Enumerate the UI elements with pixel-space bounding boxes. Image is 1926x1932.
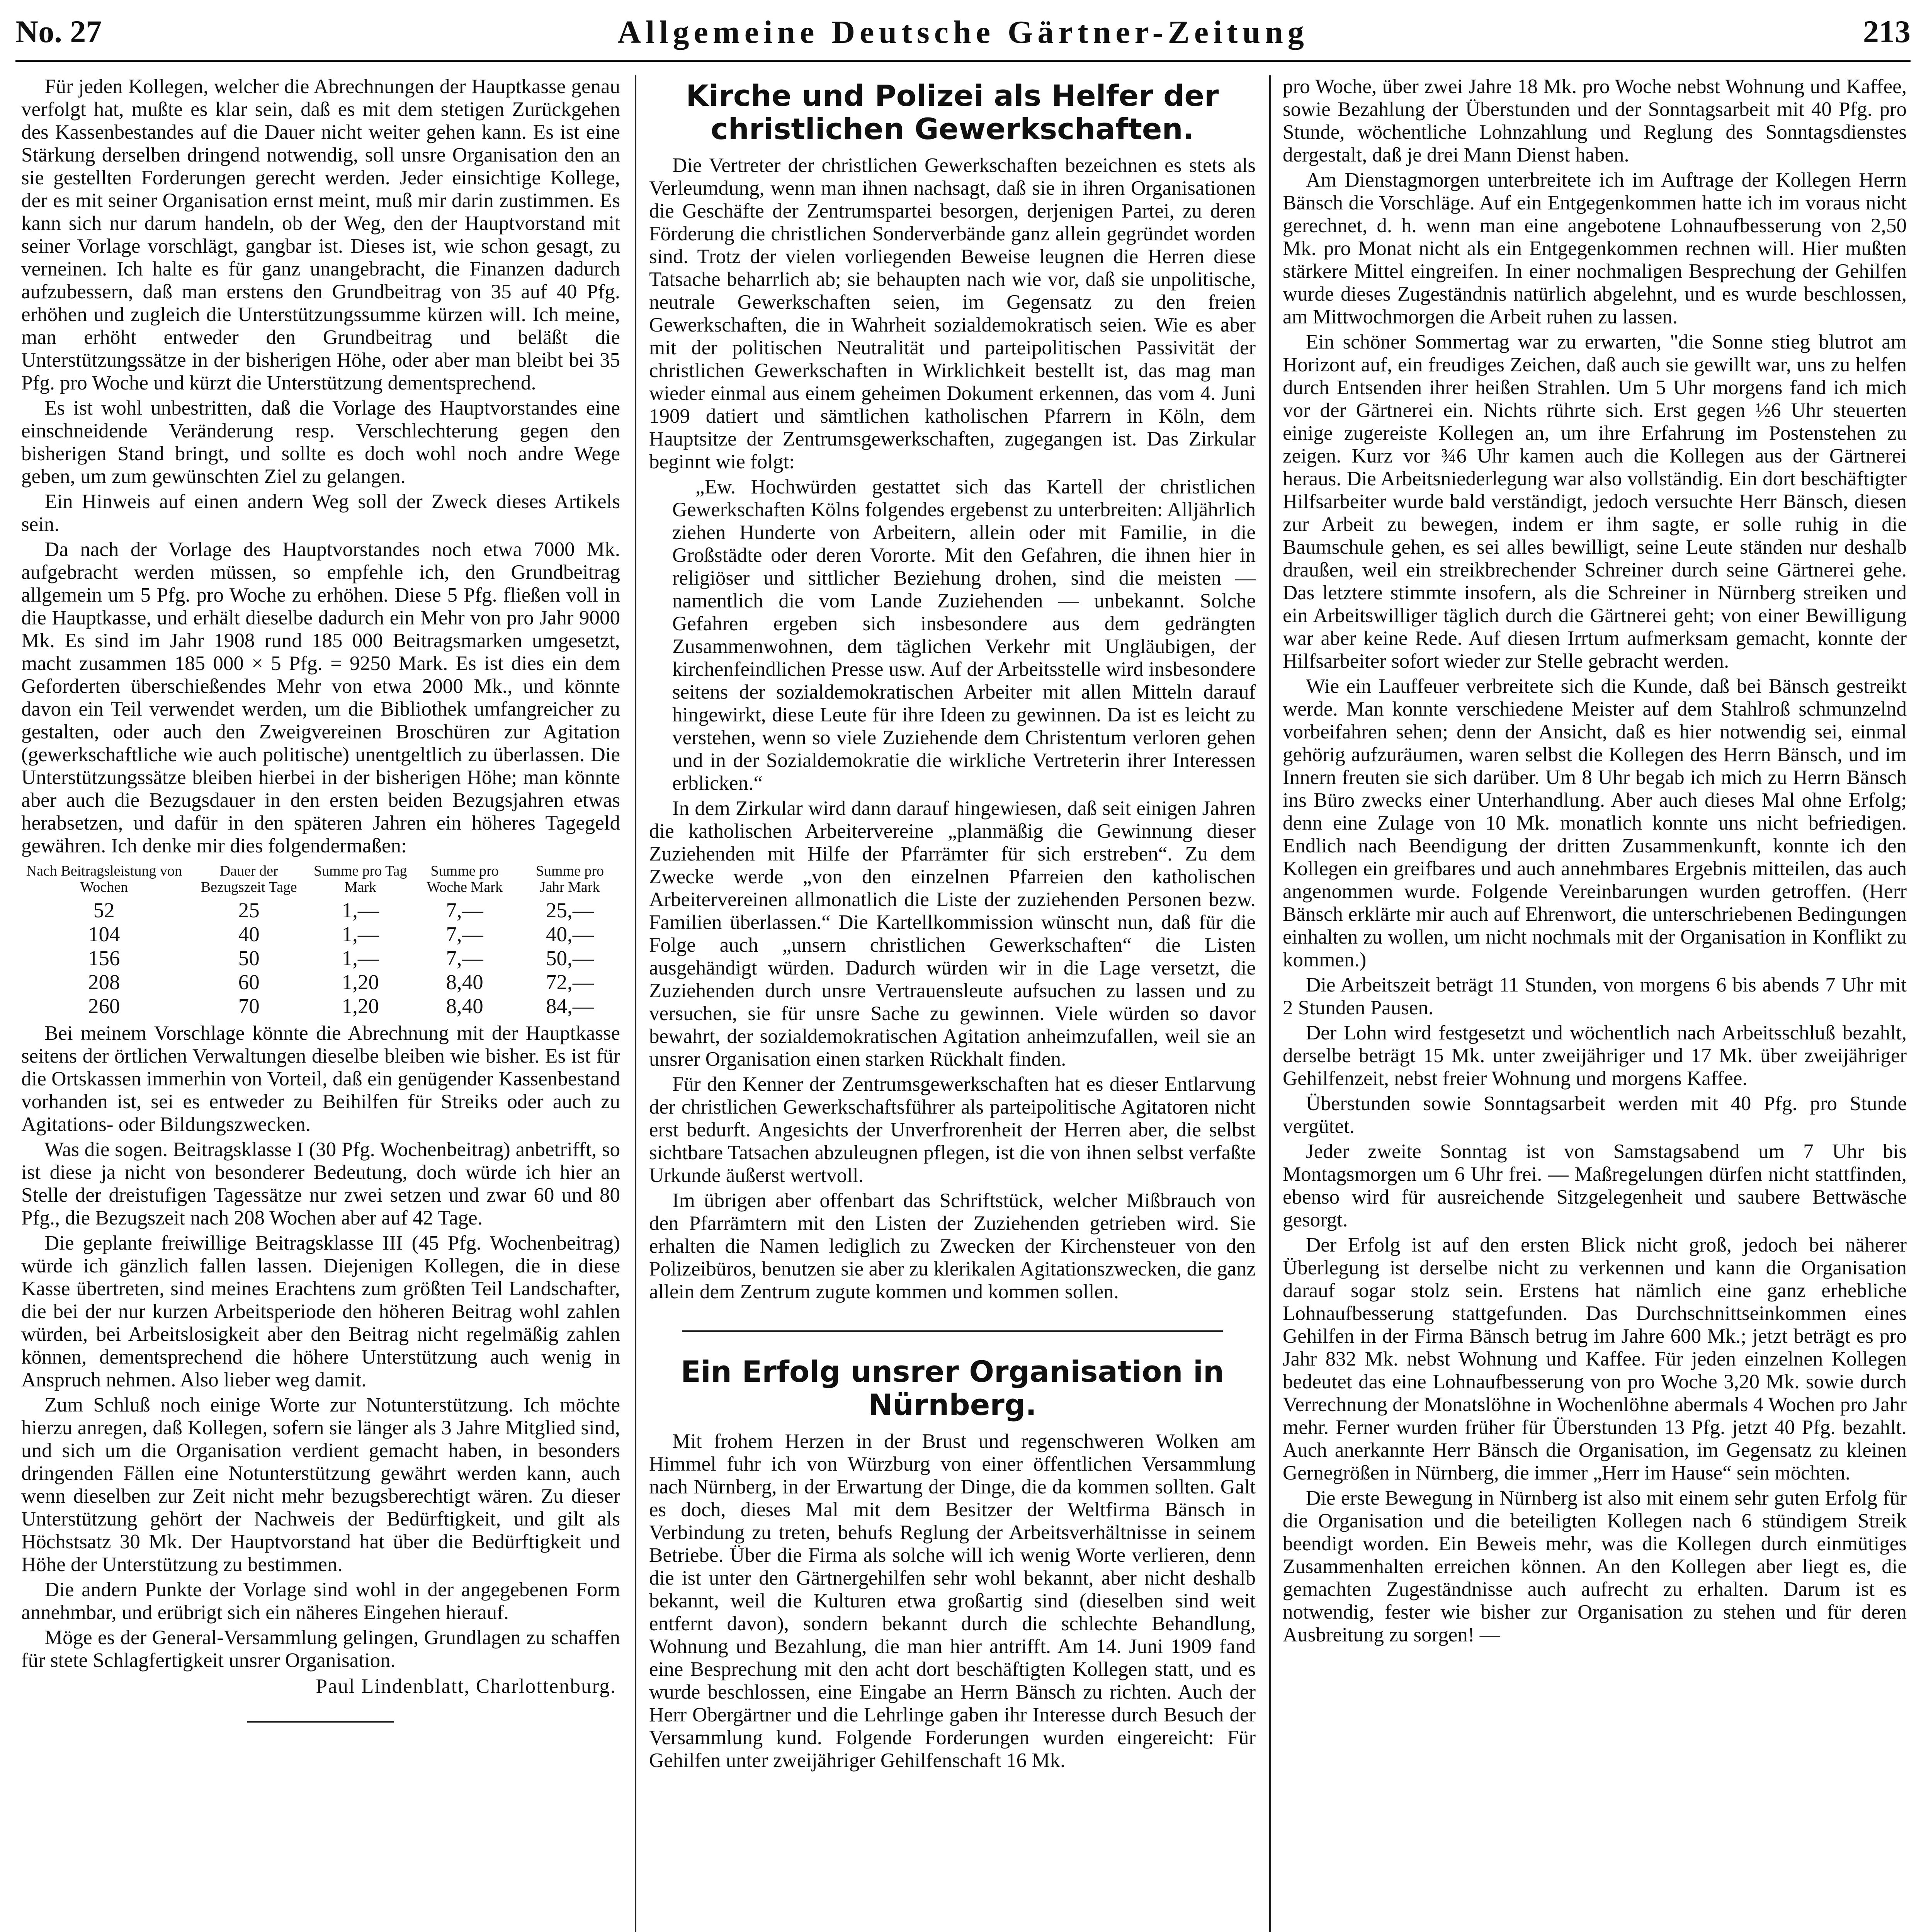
- paragraph: Die Arbeitszeit beträgt 11 Stunden, von morgens 6 bis abends 7 Uhr mit 2 Stunden Pausen.: [1283, 974, 1907, 1019]
- end-rule: [247, 1721, 394, 1723]
- column-divider: [635, 75, 636, 1932]
- table-header: Summe pro Jahr Mark: [535, 863, 604, 895]
- table-cell: 52: [93, 898, 115, 922]
- newspaper-title: Allgemeine Deutsche Gärtner-Zeitung: [617, 14, 1309, 50]
- table-row: [21, 994, 620, 1018]
- table-cell: 50,—: [546, 946, 594, 970]
- table-cell: 1,—: [342, 922, 379, 946]
- table-header: Nach Beitragsleistung von Wochen: [26, 863, 182, 895]
- quotation: „Ew. Hochwürden gestattet sich das Kartell der christlichen Gewerkschaften Kölns folgendes ergebenst zu unterbreiten: Alljährlich ziehen Hunderte von Arbeitern, allein oder mit Familie, in die Großstädte oder deren Vororte. Mit den Gefahren, die ihnen hier in religiöser und sittlicher Beziehung drohen, sind die meisten — namentlich die vom Lande Zuziehenden — unbekannt. Solche Gefahren ergeben sich insbesondere aus dem gedrängten Zusammenwohnen, dem täglichen Verkehr mit Ungläubigen, der kirchenfeindlichen Presse usw. Auf der Arbeitsstelle wird insbesondere seitens der sozialdemokratischen Arbeiter mit allen Mitteln darauf hingewirkt, diese Leute für ihre Ideen zu gewinnen. Da ist es leicht zu verstehen, wenn so viele Zuziehende dem Christentum verloren gehen und in der Sozialdemokratie die wirkliche Vertreterin ihrer Interessen erblicken.“: [672, 476, 1256, 794]
- table-cell: 7,—: [446, 898, 483, 922]
- table-cell: 84,—: [546, 994, 594, 1018]
- paragraph: Die Vertreter der christlichen Gewerkschaften bezeichnen es stets als Verleumdung, wenn man ihnen nachsagt, daß sie in ihren Organisationen die Geschäfte der Zentrumspartei besorgen, derjenigen Partei, zu deren Förderung die christlichen Sonderverbände ganz allein gegründet worden sind. Trotz der vielen vorliegenden Beweise leugnen die Herren diese Tatsache beharrlich ab; sie behaupten nach wie vor, daß sie unpolitische, neutrale Gewerkschaften seien, im Gegensatz zu den freien Gewerkschaften, die in Wahrheit sozialdemokratisch seien. Wie es aber mit der politischen Neutralität und parteipolitischen Passivität der christlichen Gewerkschaften in Wirklichkeit bestellt ist, das mag man wieder einmal aus einem geheimen Dokument erkennen, das vom 4. Juni 1909 datiert und sämtlichen katholischen Pfarrern in Köln, dem Hauptsitze der Zentrumsgewerkschaften, zugegangen ist. Das Zirkular beginnt wie folgt:: [649, 154, 1256, 473]
- paragraph: Ein schöner Sommertag war zu erwarten, "die Sonne stieg blutrot am Horizont auf, ein freudiges Zeichen, daß auch sie gewillt war, uns zu helfen durch Entsenden ihrer heißen Strahlen. Um 5 Uhr morgens fand ich mich vor der Gärtnerei ein. Nichts rührte sich. Erst gegen ½6 Uhr steuerten einige zugereiste Kollegen an, um ihre Erfahrung im Postenstehen zu zeigen. Kurz vor ¾6 Uhr kamen auch die Kollegen aus der Gärtnerei heraus. Die Arbeitsniederlegung war also vollständig. Ein dort beschäftigter Hilfsarbeiter wurde bald verständigt, jedoch versuchte Herr Bänsch, diesen zur Arbeit zu bewegen, indem er ihm sagte, er solle ruhig in die Baumschule gehen, es sei alles bewilligt, seine Leute ständen nur deshalb draußen, weil ein streikbrechender Schreiner durch seine Gärtnerei gehe. Das letztere stimmte insofern, als die Schreiner in Nürnberg streiken und ein Arbeitswilliger täglich durch die Gärtnerei geht; von einer Bewilligung war aber keine Rede. Auf diesen Irrtum aufmerksam gemacht, konnte der Hilfsarbeiter sofort wieder zur Stelle gebracht werden.: [1283, 331, 1907, 672]
- paragraph: Für den Kenner der Zentrumsgewerkschaften hat es dieser Entlarvung der christlichen Gewerkschaftsführer als parteipolitische Agitatoren nicht erst bedurft. Angesichts der Unverfrorenheit der Herren aber, die selbst sichtbare Tatsachen abzuleugnen pflegen, ist die von ihnen selbst verfaßte Urkunde äußerst wertvoll.: [649, 1073, 1256, 1187]
- paragraph: In dem Zirkular wird dann darauf hingewiesen, daß seit einigen Jahren die katholischen Arbeitervereine „planmäßig die Gewinnung dieser Zuziehenden mit Hilfe der Pfarrämter für sich erstreben“. Zu dem Zwecke werde „von den einzelnen Pfarreien den katholischen Arbeitervereinen allmonatlich die Liste der zuziehenden Personen bezw. Familien überlassen.“ Die Kartellkommission wünscht nun, daß für die Folge auch „unsern christlichen Gewerkschaften“ die Listen ausgehändigt würden. Dadurch würden wir in die Lage versetzt, die Zuziehenden durch unsre Vertrauensleute aufsuchen zu lassen und zu versuchen, sie für unsre Sache zu gewinnen. Viele würden so davor bewahrt, der sozialdemokratischen Agitation anheimzufallen, weil sie an unsrer Organisation einen starken Rückhalt finden.: [649, 797, 1256, 1070]
- paragraph: Bei meinem Vorschlage könnte die Abrechnung mit der Hauptkasse seitens der örtlichen Verwaltungen dieselbe bleiben wie bisher. Es ist für die Ortskassen immerhin von Vorteil, daß ein genügender Kassenbestand vorhanden ist, sei es entweder zu Beihilfen für Streiks oder auch zu Agitations- oder Bildungszwecken.: [21, 1022, 620, 1136]
- paragraph: Der Erfolg ist auf den ersten Blick nicht groß, jedoch bei näherer Überlegung ist derselbe nicht zu verkennen und kann die Organisation darauf sogar stolz sein. Erstens hat nämlich eine ganz erhebliche Lohnaufbesserung stattgefunden. Das Durchschnittseinkommen eines Gehilfen in der Firma Bänsch betrug im Jahre 600 Mk.; jetzt beträgt es pro Jahr 832 Mk. nebst Wohnung und Kaffee. Für jeden einzelnen Kollegen bedeutet das eine Lohnaufbesserung von pro Woche 3,20 Mk. sowie durch Verrechnung der Monatslöhne in Wochenlöhne abermals 4 Wochen pro Jahr mehr. Ferner wurden früher für Überstunden 13 Pfg. jetzt 40 Pfg. bezahlt. Auch anerkannte Herr Bänsch die Organisation, im Gegensatz zu kleinen Gernegrößen in Nürnberg, die immer „Herr im Hause“ sein möchten.: [1283, 1234, 1907, 1484]
- table-cell: 70: [238, 994, 260, 1018]
- paragraph: Für jeden Kollegen, welcher die Abrechnungen der Hauptkasse genau verfolgt hat, mußte es klar sein, daß es mit dem stetigen Zurückgehen des Kassenbestandes auf die Dauer nicht weiter gehen kann. Es ist eine Stärkung derselben dringend notwendig, soll unsre Organisation den an sie gestellten Forderungen gerecht werden. Jeder einsichtige Kollege, der es mit seiner Organisation ernst meint, muß mir darin zustimmen. Es kann sich nur darum handeln, ob der Weg, den der Hauptvorstand mit seiner Vorlage vorschlägt, gangbar ist. Dieses ist, wie schon gesagt, zu verneinen. Ich halte es für ganz unangebracht, die Finanzen dadurch aufzubessern, daß man erstens den Grundbeitrag von 35 auf 40 Pfg. erhöhen und zugleich die Unterstützungssumme kürzen will. Ich meine, man erhöht entweder den Grundbeitrag und beläßt die Unterstützungssätze in der bisherigen Höhe, oder aber man bleibt bei 35 Pfg. pro Woche und kürzt die Unterstützung dementsprechend.: [21, 75, 620, 394]
- paragraph: pro Woche, über zwei Jahre 18 Mk. pro Woche nebst Wohnung und Kaffee, sowie Bezahlung der Überstunden und der Sonntagsarbeit mit 40 Pfg. pro Stunde, wöchentliche Lohnzahlung und Reglung des Sonntagsdienstes dergestalt, daß je drei Mann Dienst haben.: [1283, 75, 1907, 166]
- column-2: [649, 75, 1256, 1774]
- table-cell: 8,40: [446, 970, 483, 994]
- column-divider: [1269, 75, 1271, 1932]
- table-cell: 25,—: [546, 898, 594, 922]
- table-cell: 1,20: [342, 970, 379, 994]
- column-1: [21, 75, 620, 1723]
- table-cell: 25: [238, 898, 260, 922]
- paragraph: Der Lohn wird festgesetzt und wöchentlich nach Arbeitsschluß bezahlt, derselbe beträgt 15 Mk. unter zweijähriger und 17 Mk. über zweijähriger Gehilfenzeit, nebst freier Wohnung und morgens Kaffee.: [1283, 1022, 1907, 1090]
- table-header: Summe pro Woche Mark: [427, 863, 503, 895]
- table-cell: 1,—: [342, 946, 379, 970]
- table-row: [21, 898, 620, 922]
- paragraph: Die erste Bewegung in Nürnberg ist also mit einem sehr guten Erfolg für die Organisation und die beteiligten Kollegen nach 6 stündigem Streik beendigt worden. Ein Beweis mehr, was die Kollegen durch einmütiges Zusammenhalten erreichen können. An den Kollegen aber liegt es, die gemachten Zugeständnisse auch aufrecht zu erhalten. Darum ist es notwendig, fester wie bisher zur Organisation zu stehen und für deren Ausbreitung zu sorgen! —: [1283, 1487, 1907, 1646]
- paragraph: Jeder zweite Sonntag ist von Samstagsabend um 7 Uhr bis Montagsmorgen um 6 Uhr frei. — Maßregelungen dürfen nicht stattfinden, ebenso wird für ausreichende Sitzgelegenheit und saubere Bettwäsche gesorgt.: [1283, 1140, 1907, 1231]
- benefit-table: [21, 863, 620, 1018]
- paragraph: Möge es der General-Versammlung gelingen, Grundlagen zu schaffen für stete Schlagfertigkeit unsrer Organisation.: [21, 1626, 620, 1672]
- table-cell: 72,—: [546, 970, 594, 994]
- table-row: [21, 922, 620, 946]
- paragraph: Zum Schluß noch einige Worte zur Notunterstützung. Ich möchte hierzu anregen, daß Kollegen, sofern sie länger als 3 Jahre Mitglied sind, und sich um die Organisation verdient gemacht haben, in besonders dringenden Fällen eine Notunterstützung gewährt werden kann, auch wenn dieselben zur Zeit nicht mehr bezugsberechtigt wären. Zu dieser Unterstützung gehört der Nachweis der Bedürftigkeit, und gilt als Höchstsatz 30 Mk. Der Hauptvorstand hat über die Bedürftigkeit und Höhe der Unterstützung zu bestimmen.: [21, 1394, 620, 1576]
- table-cell: 40,—: [546, 922, 594, 946]
- paragraph: Es ist wohl unbestritten, daß die Vorlage des Hauptvorstandes eine einschneidende Veränderung resp. Verschlechterung gegen den bisherigen Stand bringt, und sollte es doch wohl noch andre Wege geben, um zum gewünschten Ziel zu gelangen.: [21, 397, 620, 488]
- paragraph: Mit frohem Herzen in der Brust und regenschweren Wolken am Himmel fuhr ich von Würzburg von einer öffentlichen Versammlung nach Nürnberg, in der Erwartung der Dinge, die da kommen sollten. Galt es doch, dieses Mal mit dem Besitzer der Weltfirma Bänsch in Verbindung zu treten, behufs Reglung der Arbeitsverhältnisse in seinem Betriebe. Über die Firma als solche will ich wenig Worte verlieren, denn die ist unter den Gärtnergehilfen sehr wohl bekannt, aber nicht deshalb bekannt, weil die Kulturen etwa großartig sind (dieselben sind weit entfernt davon), sondern bekannt durch die schlechte Behandlung, Wohnung und Bezahlung, die man hier antrifft. Am 14. Juni 1909 fand eine Besprechung mit den acht dort beschäftigten Kollegen statt, und es wurde beschlossen, eine Eingabe an Herrn Bänsch zu richten. Auch der Herr Obergärtner und die Lehrlinge gaben ihr Interesse durch Besuch der Versammlung kund. Folgende Forderungen wurden eingereicht: Für Gehilfen unter zweijähriger Gehilfenschaft 16 Mk.: [649, 1430, 1256, 1772]
- paragraph: Im übrigen aber offenbart das Schriftstück, welcher Mißbrauch von den Pfarrämtern mit den Listen der Zuziehenden getrieben wird. Sie erhalten die Namen lediglich zu Zwecken der Kirchensteuer von den Polizeibüros, benutzen sie aber zu klerikalen Agitationszwecken, die ganz allein dem Zentrum zugute kommen und kommen sollen.: [649, 1189, 1256, 1303]
- table-header: Summe pro Tag Mark: [313, 863, 407, 895]
- table-cell: 208: [88, 970, 120, 994]
- paragraph: Ein Hinweis auf einen andern Weg soll der Zweck dieses Artikels sein.: [21, 490, 620, 536]
- paragraph: Die geplante freiwillige Beitragsklasse III (45 Pfg. Wochenbeitrag) würde ich gänzlich fallen lassen. Diejenigen Kollegen, die in diese Kasse übertreten, sind meines Erachtens zum größten Teil Landschafter, die bei der nur kurzen Arbeitsperiode den höheren Beitrag wohl zahlen würden, bei Arbeitslosigkeit aber den Beitrag nicht regelmäßig zahlen können, dementsprechend die höhere Unterstützung auch wenig in Anspruch nehmen. Also lieber weg damit.: [21, 1232, 620, 1391]
- article-title: Kirche und Polizei als Helfer der christlichen Gewerkschaften.: [686, 78, 1219, 146]
- paragraph: Am Dienstagmorgen unterbreitete ich im Auftrage der Kollegen Herrn Bänsch die Vorschläge. Auf ein Entgegenkommen hatte ich im voraus nicht gerechnet, d. h. wenn man eine angebotene Lohnaufbesserung von 2,50 Mk. pro Monat nicht als ein Entgegenkommen rechnen will. Hier mußten stärkere Mittel eingreifen. In einer nochmaligen Besprechung der Gehilfen wurde dieses Zugeständnis natürlich abgelehnt, und es wurde beschlossen, am Mittwochmorgen die Arbeit ruhen zu lassen.: [1283, 169, 1907, 328]
- header-rule: [15, 60, 1911, 62]
- paragraph: Überstunden sowie Sonntagsarbeit werden mit 40 Pfg. pro Stunde vergütet.: [1283, 1092, 1907, 1138]
- paragraph: Die andern Punkte der Vorlage sind wohl in der angegebenen Form annehmbar, und erübrigt sich ein näheres Eingehen hierauf.: [21, 1578, 620, 1624]
- table-row: [21, 946, 620, 970]
- section-rule: [682, 1330, 1223, 1332]
- article-title: Ein Erfolg unsrer Organisation in Nürnberg.: [680, 1354, 1224, 1422]
- paragraph: Was die sogen. Beitragsklasse I (30 Pfg. Wochenbeitrag) anbetrifft, so ist diese ja nicht von besonderer Bedeutung, doch würde ich hier an Stelle der dreistufigen Tagessätze nur zwei setzen und zwar 60 und 80 Pfg., die Bezugszeit nach 208 Wochen aber auf 42 Tage.: [21, 1138, 620, 1229]
- table-cell: 156: [88, 946, 120, 970]
- paragraph: Wie ein Lauffeuer verbreitete sich die Kunde, daß bei Bänsch gestreikt werde. Man konnte verschiedene Meister auf dem Stahlroß schmunzelnd vorbeifahren sehen; denn der Ansicht, daß es hier notwendig sei, einmal gehörig aufzuräumen, waren selbst die Kollegen des Herrn Bänsch, und im Innern freuten sie sich darüber. Um 8 Uhr begab ich mich zu Herrn Bänsch ins Büro zwecks einer Unterhandlung. Aber auch dieses Mal ohne Erfolg; denn eine Zulage von 10 Mk. monatlich konnte uns nicht befriedigen. Endlich nach Beendigung der dritten Zusammenkunft, konnte ich den Kollegen ein greifbares und auch annehmbares Ergebnis mitteilen, das auch angenommen wurde. Folgende Vereinbarungen wurden getroffen. (Herr Bänsch erklärte mir auch auf Ehrenwort, die unterschriebenen Bedingungen einhalten zu wollen, um nicht nochmals mit der Organisation in Konflikt zu kommen.): [1283, 675, 1907, 971]
- table-header-row: [21, 863, 620, 898]
- table-cell: 60: [238, 970, 260, 994]
- table-cell: 1,—: [342, 898, 379, 922]
- author-signature: Paul Lindenblatt, Charlottenburg.: [316, 1675, 616, 1697]
- page-header: [15, 8, 1911, 58]
- table-cell: 40: [238, 922, 260, 946]
- table-cell: 50: [238, 946, 260, 970]
- table-cell: 1,20: [342, 994, 379, 1018]
- table-cell: 7,—: [446, 922, 483, 946]
- table-cell: 104: [88, 922, 120, 946]
- column-3: [1283, 75, 1907, 1649]
- table-cell: 8,40: [446, 994, 483, 1018]
- page-number: 213: [1863, 14, 1911, 49]
- table-header: Dauer der Bezugszeit Tage: [201, 863, 297, 895]
- issue-number: No. 27: [15, 14, 102, 49]
- table-row: [21, 970, 620, 994]
- paragraph: Da nach der Vorlage des Hauptvorstandes noch etwa 7000 Mk. aufgebracht werden müssen, so empfehle ich, den Grundbeitrag allgemein um 5 Pfg. pro Woche zu erhöhen. Diese 5 Pfg. fließen voll in die Hauptkasse, und erhält dieselbe dadurch ein Mehr von pro Jahr 9000 Mk. Es sind im Jahr 1908 rund 185 000 Beitragsmarken umgesetzt, macht zusammen 185 000 × 5 Pfg. = 9250 Mark. Es ist dies ein dem Geforderten überschießendes Mehr von etwa 2000 Mk., und könnte davon ein Teil verwendet werden, um die Bibliothek umfangreicher zu gestalten, oder auch den Zweigvereinen Broschüren zur Agitation (gewerkschaftliche wie auch politische) unentgeltlich zu überlassen. Die Unterstützungssätze bleiben hierbei in der bisherigen Höhe; man könnte aber auch die Bezugsdauer in den ersten beiden Bezugsjahren etwas herabsetzen, und dafür in den späteren Jahren ein höheres Tagegeld gewähren. Ich denke mir dies folgendermaßen:: [21, 538, 620, 857]
- table-cell: 260: [88, 994, 120, 1018]
- table-cell: 7,—: [446, 946, 483, 970]
